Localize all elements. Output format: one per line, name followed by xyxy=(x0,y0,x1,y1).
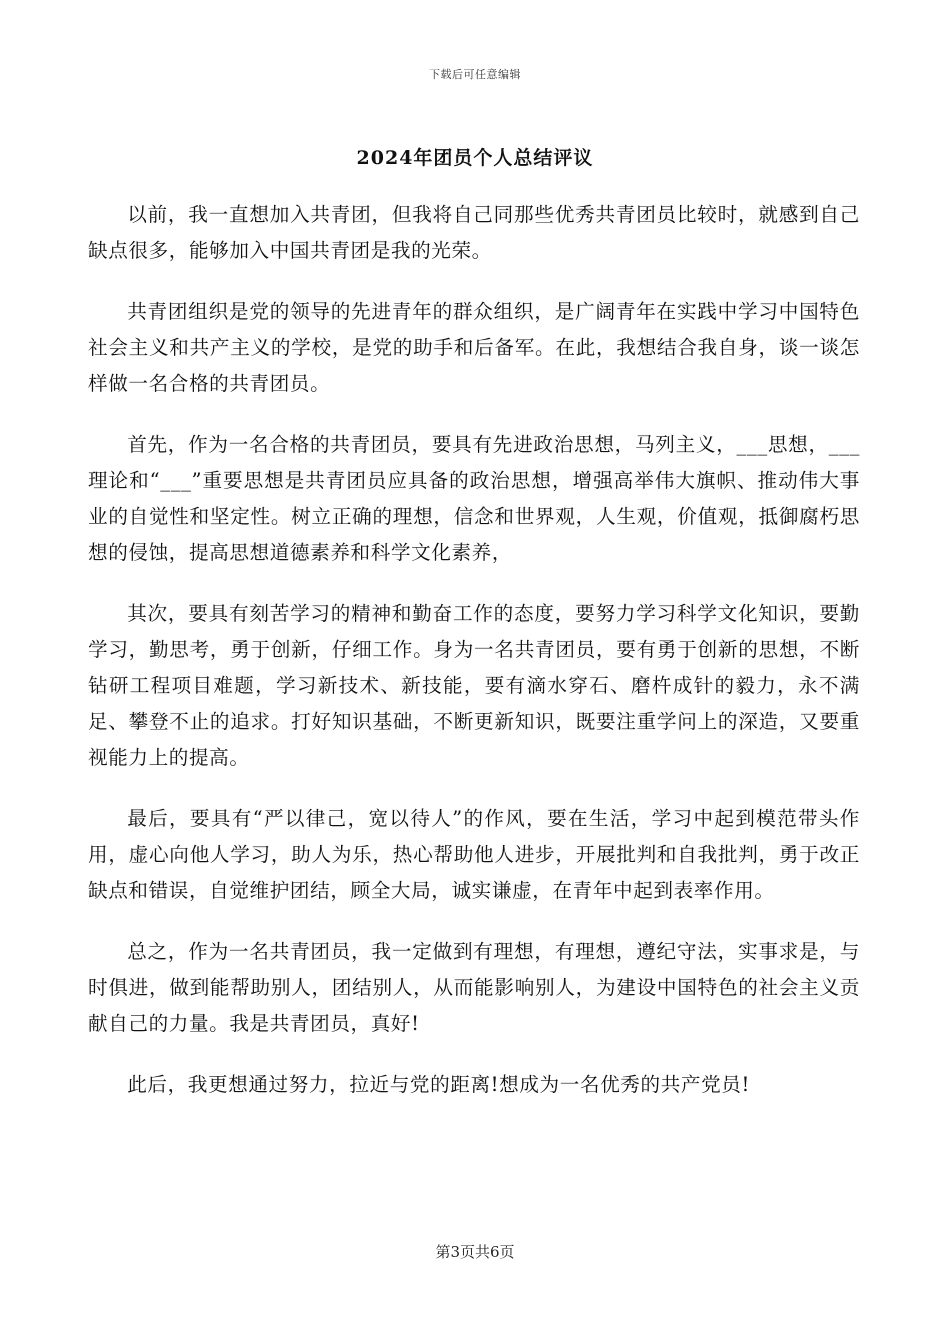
paragraph-organization: 共青团组织是党的领导的先进青年的群众组织，是广阔青年在实践中学习中国特色社会主义和共产主义的学校，是党的助手和后备军。在此，我想结合我自身，谈一谈怎样做一名合格的共青团员。 xyxy=(88,300,860,395)
paragraph-first: 首先，作为一名合格的共青团员，要具有先进政治思想，马列主义，___思想，___理论和“___”重要思想是共青团员应具备的政治思想，增强高举伟大旗帜、推动伟大事业的自觉性和坚定性。树立正确的理想，信念和世界观，人生观，价值观，抵御腐朽思想的侵蚀，提高思想道德素养和科学文化素养， xyxy=(88,433,860,564)
paragraph-intro: 以前，我一直想加入共青团，但我将自己同那些优秀共青团员比较时，就感到自己缺点很多，能够加入中国共青团是我的光荣。 xyxy=(88,203,860,262)
page-number: 第3页共6页 xyxy=(435,1243,515,1261)
paragraph-summary: 总之，作为一名共青团员，我一定做到有理想，有理想，遵纪守法，实事求是，与时俱进，做到能帮助别人，团结别人，从而能影响别人，为建设中国特色的社会主义贡献自己的力量。我是共青团员，真好! xyxy=(88,940,860,1035)
header-note: 下载后可任意编辑 xyxy=(429,68,521,81)
document-title: 2024年团员个人总结评议 xyxy=(356,147,594,169)
paragraph-last: 最后，要具有“严以律己，宽以待人”的作风，要在生活，学习中起到模范带头作用，虚心向他人学习，助人为乐，热心帮助他人进步，开展批判和自我批判，勇于改正缺点和错误，自觉维护团结，顾全大局，诚实谦虚，在青年中起到表率作用。 xyxy=(88,807,860,902)
paragraph-closing: 此后，我更想通过努力，拉近与党的距离!想成为一名优秀的共产党员! xyxy=(127,1073,750,1096)
document-body xyxy=(88,197,860,1128)
paragraph-second: 其次，要具有刻苦学习的精神和勤奋工作的态度，要努力学习科学文化知识，要勤学习，勤思考，勇于创新，仔细工作。身为一名共青团员，要有勇于创新的思想，不断钻研工程项目难题，学习新技术、新技能，要有滴水穿石、磨杵成针的毅力，永不满足、攀登不止的追求。打好知识基础，不断更新知识，既要注重学问上的深造，又要重视能力上的提高。 xyxy=(88,602,860,769)
